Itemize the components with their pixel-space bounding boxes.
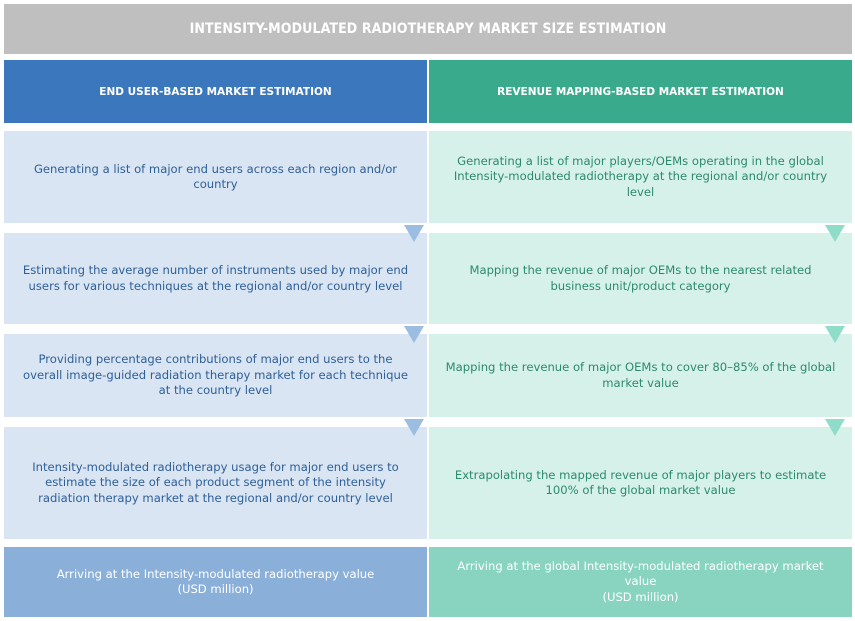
arrow-down-icon — [825, 225, 845, 242]
arrow-down-icon — [404, 326, 424, 343]
arrow-down-icon — [404, 419, 424, 436]
revenue-step-1-text: Generating a list of major players/OEMs operating in the global Intensity-modulated radiotherapy at the regional and/or country level — [453, 153, 828, 199]
end-user-result-text: Arriving at the Intensity-modulated radiotherapy value — [56, 566, 375, 581]
end-user-step-3 — [4, 334, 427, 417]
end-user-step-2 — [4, 233, 427, 324]
end-user-header: END USER-BASED MARKET ESTIMATION — [4, 60, 427, 123]
diagram-title: INTENSITY-MODULATED RADIOTHERAPY MARKET SIZE ESTIMATION — [4, 4, 852, 54]
end-user-step-4 — [4, 427, 427, 539]
arrow-down-icon — [825, 326, 845, 343]
revenue-step-2 — [429, 233, 852, 324]
end-user-result-unit: (USD million) — [177, 582, 254, 596]
revenue-step-4 — [429, 427, 852, 539]
end-user-step-4-text: Intensity-modulated radiotherapy usage for major end users to estimate the size of each product segment of the intensity radiation therapy market at the regional and/or country level — [32, 459, 399, 505]
end-user-step-2-text: Estimating the average number of instruments used by major end users for various techniques at the regional and/or country level — [22, 263, 409, 293]
revenue-step-1 — [429, 131, 852, 223]
revenue-step-3-text: Mapping the revenue of major OEMs to cover 80–85% of the global market value — [445, 360, 836, 390]
revenue-step-3 — [429, 334, 852, 417]
revenue-result-unit: (USD million) — [602, 589, 679, 604]
end-user-step-1 — [4, 131, 427, 223]
revenue-result-text: Arriving at the global Intensity-modulated radiotherapy market value — [457, 558, 824, 589]
arrow-down-icon — [825, 419, 845, 436]
end-user-result — [4, 547, 427, 617]
end-user-step-3-text: Providing percentage contributions of major end users to the overall image-guided radiation therapy market for each technique at the country level — [22, 352, 408, 398]
arrow-down-icon — [404, 225, 424, 242]
revenue-mapping-header: REVENUE MAPPING-BASED MARKET ESTIMATION — [429, 60, 852, 123]
revenue-step-2-text: Mapping the revenue of major OEMs to the nearest related business unit/product category — [469, 263, 812, 293]
revenue-step-4-text: Extrapolating the mapped revenue of major players to estimate 100% of the global market value — [454, 467, 827, 497]
revenue-result — [429, 547, 852, 617]
end-user-step-1-text: Generating a list of major end users across each region and/or country — [33, 161, 398, 191]
